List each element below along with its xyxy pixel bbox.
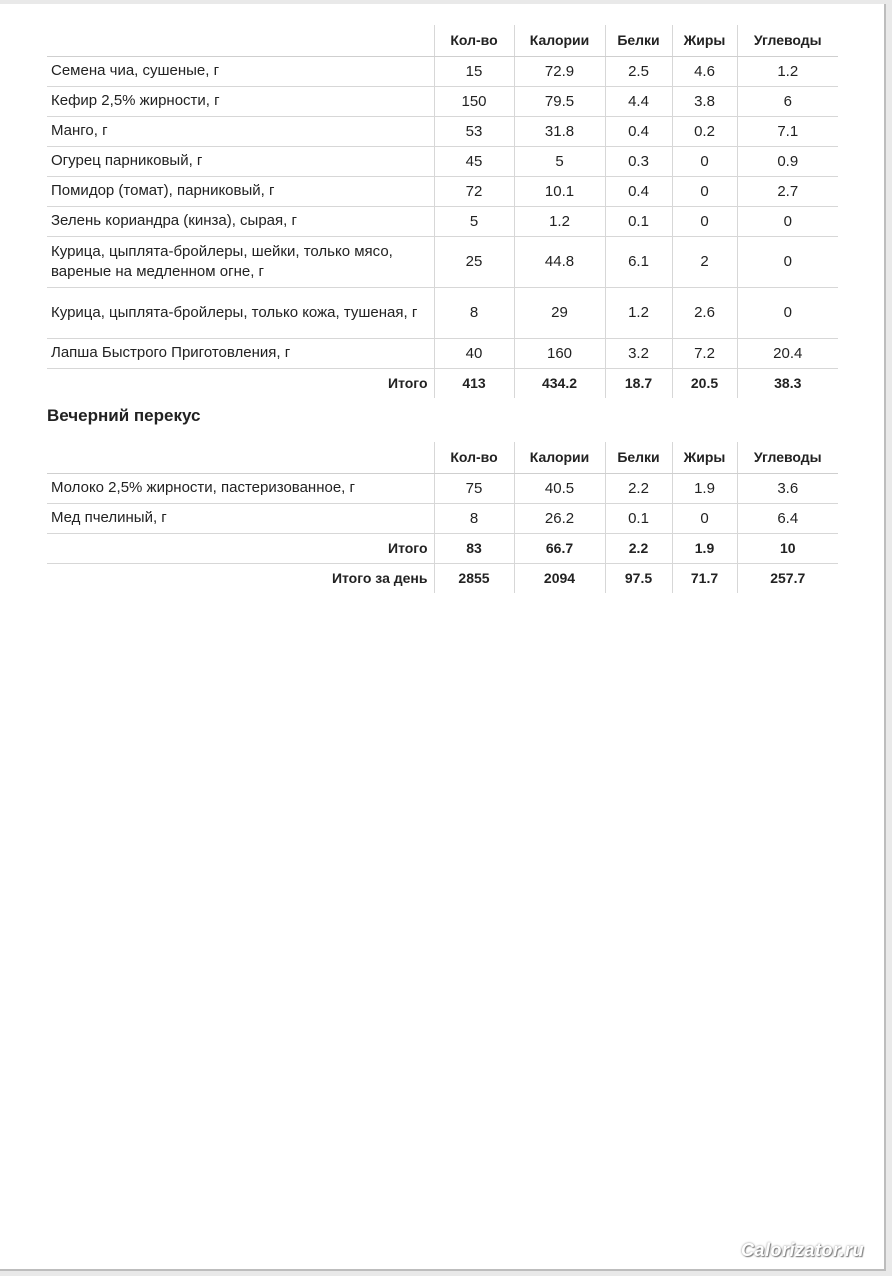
meal-table-1 [47,25,838,398]
header-fat: Жиры [672,25,737,56]
food-protein: 2.2 [605,473,672,503]
food-carbs: 3.6 [737,473,838,503]
day-total-label: Итого за день [47,563,434,593]
food-carbs: 0 [737,287,838,338]
food-qty: 150 [434,86,514,116]
food-protein: 2.5 [605,56,672,86]
food-name: Лапша Быстрого Приготовления, г [47,338,434,368]
food-fat: 0.2 [672,116,737,146]
header-fat: Жиры [672,442,737,473]
header-calories: Калории [514,442,605,473]
total-row [47,533,838,563]
food-protein: 0.4 [605,116,672,146]
food-carbs: 6.4 [737,503,838,533]
total-calories: 434.2 [514,368,605,398]
food-protein: 0.3 [605,146,672,176]
total-label: Итого [388,540,428,556]
total-row [47,368,838,398]
total-qty: 83 [434,533,514,563]
food-name: Манго, г [47,116,434,146]
table-row [47,146,838,176]
food-name: Молоко 2,5% жирности, пастеризованное, г [47,473,434,503]
food-qty: 40 [434,338,514,368]
food-calories: 5 [514,146,605,176]
section-title-evening-snack: Вечерний перекус [47,406,201,425]
food-fat: 1.9 [672,473,737,503]
header-protein: Белки [605,25,672,56]
food-name: Мед пчелиный, г [47,503,434,533]
header-name-blank [47,442,434,473]
food-calories: 31.8 [514,116,605,146]
table-header-row [47,25,838,56]
header-carbs: Углеводы [737,442,838,473]
table-row [47,176,838,206]
total-fat: 20.5 [672,368,737,398]
food-carbs: 2.7 [737,176,838,206]
food-qty: 75 [434,473,514,503]
table-row [47,287,838,338]
total-calories: 66.7 [514,533,605,563]
food-qty: 5 [434,206,514,236]
food-fat: 2.6 [672,287,737,338]
food-protein: 6.1 [605,236,672,287]
day-total-row [47,563,838,593]
day-total-protein: 97.5 [605,563,672,593]
food-protein: 3.2 [605,338,672,368]
table-row [47,206,838,236]
food-fat: 4.6 [672,56,737,86]
food-name: Курица, цыплята-бройлеры, только кожа, тушеная, г [47,287,434,338]
day-total-qty: 2855 [434,563,514,593]
page-sheet [0,4,886,1271]
meal-table-2 [47,442,838,593]
food-protein: 0.1 [605,206,672,236]
total-protein: 2.2 [605,533,672,563]
food-qty: 8 [434,287,514,338]
total-fat: 1.9 [672,533,737,563]
food-fat: 0 [672,503,737,533]
food-calories: 72.9 [514,56,605,86]
food-carbs: 0 [737,236,838,287]
table-row [47,236,838,287]
food-qty: 15 [434,56,514,86]
food-name: Помидор (томат), парниковый, г [47,176,434,206]
food-name: Огурец парниковый, г [47,146,434,176]
food-qty: 45 [434,146,514,176]
food-fat: 2 [672,236,737,287]
food-qty: 25 [434,236,514,287]
food-calories: 40.5 [514,473,605,503]
day-total-carbs: 257.7 [737,563,838,593]
table-row [47,116,838,146]
total-protein: 18.7 [605,368,672,398]
food-protein: 1.2 [605,287,672,338]
food-fat: 0 [672,146,737,176]
food-qty: 8 [434,503,514,533]
watermark-logo: Calorizator.ru [740,1240,864,1260]
food-qty: 72 [434,176,514,206]
food-protein: 4.4 [605,86,672,116]
food-carbs: 20.4 [737,338,838,368]
food-fat: 0 [672,206,737,236]
food-carbs: 0 [737,206,838,236]
food-protein: 0.4 [605,176,672,206]
food-calories: 44.8 [514,236,605,287]
food-calories: 29 [514,287,605,338]
food-qty: 53 [434,116,514,146]
table-header-row [47,442,838,473]
header-qty: Кол-во [434,25,514,56]
total-carbs: 38.3 [737,368,838,398]
food-fat: 7.2 [672,338,737,368]
table-row [47,503,838,533]
day-total-fat: 71.7 [672,563,737,593]
table-row [47,86,838,116]
food-fat: 3.8 [672,86,737,116]
food-calories: 79.5 [514,86,605,116]
header-protein: Белки [605,442,672,473]
food-protein: 0.1 [605,503,672,533]
food-carbs: 0.9 [737,146,838,176]
total-qty: 413 [434,368,514,398]
food-carbs: 7.1 [737,116,838,146]
header-calories: Калории [514,25,605,56]
total-carbs: 10 [737,533,838,563]
table-row [47,473,838,503]
day-total-calories: 2094 [514,563,605,593]
food-fat: 0 [672,176,737,206]
table-row [47,56,838,86]
total-label: Итого [388,375,428,392]
header-name-blank [47,25,434,56]
food-calories: 26.2 [514,503,605,533]
food-name: Семена чиа, сушеные, г [47,56,434,86]
food-calories: 160 [514,338,605,368]
food-carbs: 1.2 [737,56,838,86]
food-carbs: 6 [737,86,838,116]
header-carbs: Углеводы [737,25,838,56]
header-qty: Кол-во [434,442,514,473]
table-row [47,338,838,368]
food-calories: 10.1 [514,176,605,206]
food-calories: 1.2 [514,206,605,236]
food-name: Кефир 2,5% жирности, г [47,86,434,116]
food-name: Курица, цыплята-бройлеры, шейки, только мясо, вареные на медленном огне, г [47,236,434,287]
food-name: Зелень кориандра (кинза), сырая, г [47,206,434,236]
